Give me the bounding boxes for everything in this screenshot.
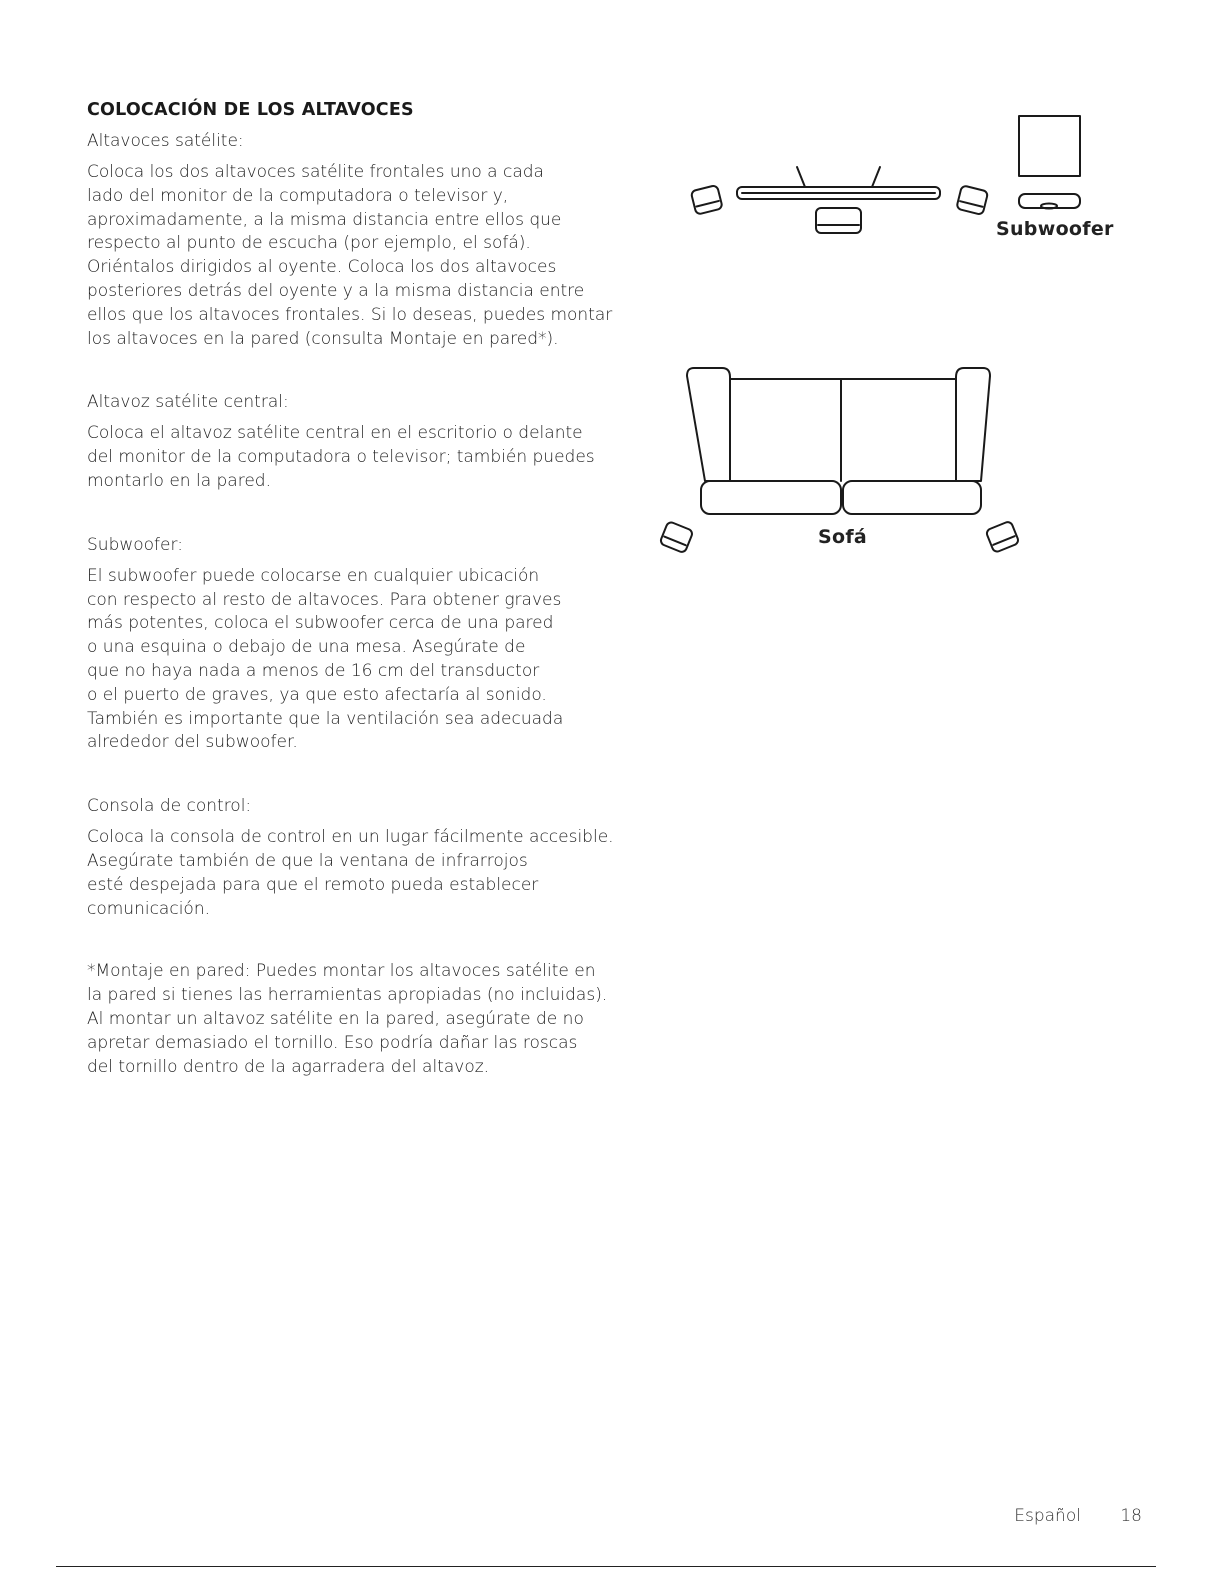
sofa-label: Sofá	[818, 526, 868, 548]
console-block	[87, 794, 627, 921]
page-number: 18	[1120, 1506, 1142, 1526]
front-left-speaker-icon	[691, 185, 723, 215]
wall-mount-note: *Montaje en pared: Puedes montar los altavoces satélite en la pared si tienes las herramientas apropiadas (no incluidas). Al montar un altavoz satélite en la pared, asegúrate de no apretar demasiado el tornillo. Eso podría dañar las roscas del tornillo dentro de la agarradera del altavoz.	[87, 961, 608, 1077]
text-column	[87, 98, 627, 1079]
center-subtitle: Altavoz satélite central:	[87, 392, 289, 413]
satellite-block	[87, 129, 627, 351]
center-speaker-icon	[816, 208, 861, 233]
center-text: Coloca el altavoz satélite central en el escritorio o delante del monitor de la computadora o televisor; también puedes montarlo en la pared.	[87, 423, 595, 491]
sofa-icon	[687, 364, 990, 514]
monitor-icon	[737, 167, 940, 199]
front-right-speaker-icon	[956, 185, 988, 215]
subwoofer-icon	[1019, 116, 1080, 209]
subwoofer-label: Subwoofer	[996, 218, 1114, 240]
center-block	[87, 390, 627, 493]
section-title: COLOCACIÓN DE LOS ALTAVOCES	[87, 100, 414, 120]
footer-language: Español	[1014, 1506, 1081, 1526]
footer-rule	[56, 1566, 1156, 1567]
subwoofer-block	[87, 533, 627, 755]
subwoofer-text: El subwoofer puede colocarse en cualquier ubicación con respecto al resto de altavoces. Para obtener graves más potentes, coloca el subwoofer cerca de una pared o una esquina o debajo de una mesa. Asegúrate de que no haya nada a menos de 16 cm del transductor o el puerto de graves, ya que esto afectaría al sonido. También es importante que la ventilación sea adecuada alrededor del subwoofer.	[87, 565, 564, 753]
rear-right-speaker-icon	[985, 521, 1019, 553]
speaker-placement-diagram	[650, 100, 1130, 570]
satellite-subtitle: Altavoces satélite:	[87, 131, 244, 151]
console-subtitle: Consola de control:	[87, 796, 252, 817]
console-text: Coloca la consola de control en un lugar fácilmente accesible. Asegúrate también de que la ventana de infrarrojos esté despejada para que el remoto pueda establecer comunicación.	[87, 827, 614, 919]
page-footer	[1014, 1506, 1142, 1526]
subwoofer-subtitle: Subwoofer:	[87, 534, 183, 555]
satellite-text: Coloca los dos altavoces satélite frontales uno a cada lado del monitor de la computadora o televisor y, aproximadamente, a la misma distancia entre ellos que respecto al punto de escucha (por ejemplo, el sofá). Oriéntalos dirigidos al oyente. Coloca los dos altavoces posteriores detrás del oyente y a la misma distancia entre ellos que los altavoces frontales. Si lo deseas, puedes montar los altavoces en la pared (consulta Montaje en pared*).	[87, 162, 613, 349]
rear-left-speaker-icon	[659, 521, 693, 553]
